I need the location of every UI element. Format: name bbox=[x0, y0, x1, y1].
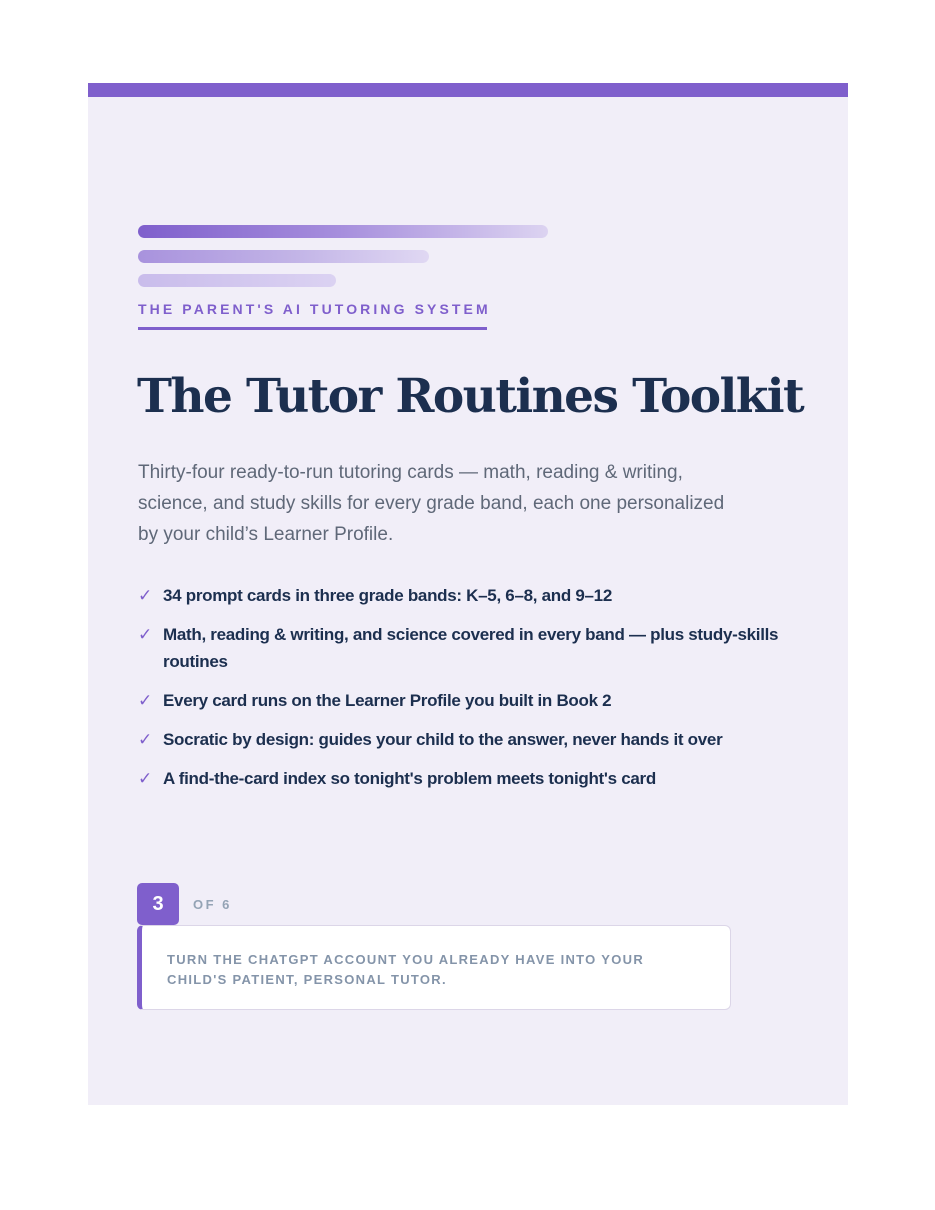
feature-text: Math, reading & writing, and science covered in every band — plus study-skills routines bbox=[163, 625, 779, 671]
series-number-badge: 3 bbox=[137, 883, 179, 925]
top-accent-band bbox=[88, 83, 848, 97]
feature-text: Every card runs on the Learner Profile you built in Book 2 bbox=[163, 691, 612, 710]
decorative-bar-3 bbox=[138, 274, 336, 287]
checkmark-icon: ✓ bbox=[138, 769, 152, 788]
tagline-text: TURN THE CHATGPT ACCOUNT YOU ALREADY HAVE INTO YOUR CHILD'S PATIENT, PERSONAL TUTOR. bbox=[167, 952, 645, 987]
feature-item bbox=[138, 621, 798, 675]
checkmark-icon: ✓ bbox=[138, 625, 152, 644]
feature-item bbox=[138, 687, 798, 714]
decorative-bar-2 bbox=[138, 250, 429, 263]
eyebrow-underline bbox=[138, 327, 487, 330]
checkmark-icon: ✓ bbox=[138, 730, 152, 749]
checkmark-icon: ✓ bbox=[138, 586, 152, 605]
feature-text: Socratic by design: guides your child to the answer, never hands it over bbox=[163, 730, 723, 749]
feature-item bbox=[138, 765, 798, 792]
checkmark-icon: ✓ bbox=[138, 691, 152, 710]
series-total-label: OF 6 bbox=[193, 897, 232, 912]
tagline-card bbox=[137, 925, 731, 1010]
intro-paragraph: Thirty-four ready-to-run tutoring cards — math, reading & writing, science, and study skills for every grade band, each one personalized by your child’s Learner Profile. bbox=[138, 462, 725, 545]
feature-text: A find-the-card index so tonight's problem meets tonight's card bbox=[163, 769, 656, 788]
feature-item bbox=[138, 582, 798, 609]
series-eyebrow: THE PARENT'S AI TUTORING SYSTEM bbox=[138, 301, 491, 317]
feature-item bbox=[138, 726, 798, 753]
decorative-bar-1 bbox=[138, 225, 548, 238]
cover-page bbox=[88, 83, 848, 1105]
feature-text: 34 prompt cards in three grade bands: K–5, 6–8, and 9–12 bbox=[163, 586, 612, 605]
page-title: The Tutor Routines Toolkit bbox=[137, 369, 804, 424]
feature-list bbox=[138, 582, 798, 804]
